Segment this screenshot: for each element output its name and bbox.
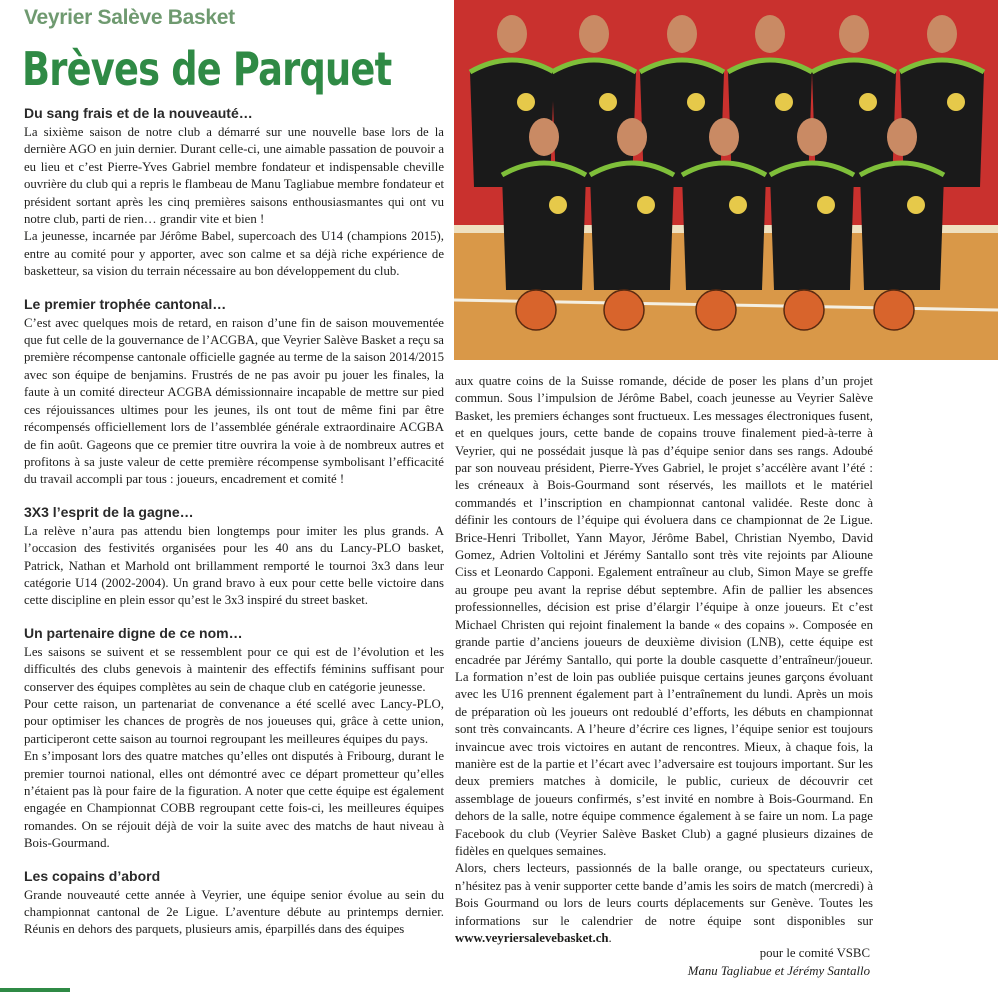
- signoff-authors: Manu Tagliabue et Jérémy Santallo: [687, 964, 870, 978]
- punctuation: .: [608, 931, 612, 945]
- section-3x3: [24, 503, 444, 610]
- bottom-accent-rule: [0, 988, 70, 992]
- team-photo-illustration: [454, 0, 998, 360]
- paragraph: C’est avec quelques mois de retard, en raison d’une fin de saison mouvementée que fut celle de la gouvernance de l’ACGBA, que Veyrier Salève Basket a reçu sa première récompense cantonale officielle gagnée au terme de la saison 2014/2015 avec son équipe de benjamins. Frustrés de ne pas avoir pu jouer les finales, la faute à un comité directeur ACGBA démissionnaire incapable de mettre sur pied ces réjouissances ultimes pour les jeunes, ils ont tout de même fini par être récompensés officiellement lors de l’assemblée générale extraordinaire ACGBA de fin août. Gageons que ce premier titre ouvrira la voie à de nombreux autres et profitons à sa juste valeur de cette première récompense symbolisant l’efficacité du travail accompli par tous : joueurs, encadrement et comité !: [24, 315, 444, 487]
- paragraph: En s’imposant lors des quatre matches qu’elles ont disputés à Fribourg, durant le premier tournoi national, elles ont démontré avec ce départ prometteur qu’elles n’étaient pas là pour faire de la figuration. A noter que cette équipe est également engagée en Championnat COBB regroupant cette fois-ci, les meilleures équipes romandes. On se réjouit déjà de voir la suite avec des matchs de haut niveau à Bois-Gourmand.: [24, 749, 444, 851]
- paragraph-text: Alors, chers lecteurs, passionnés de la balle orange, ou spectateurs curieux, n’hésitez pas à venir supporter cette bande d’amis les soirs de match (mercredi) à Bois Gourmand ou lors de leurs courts déplacements sur Genève. Toutes les informations sur le calendrier de notre équipe sont disponibles sur: [455, 861, 873, 928]
- section-partenaire: [24, 624, 444, 853]
- article-headline: Brèves de Parquet: [22, 42, 392, 96]
- paragraph: Les saisons se suivent et se ressemblent pour ce qui est de l’évolution et les difficultés des clubs genevois à maintenir des effectifs féminins suffisant pour conserver des équipes complètes au sein de chaque club en catégorie jeunesse.: [24, 644, 444, 694]
- signoff-committee: pour le comité VSBC: [759, 946, 870, 960]
- section-title: Les copains d’abord: [24, 867, 161, 884]
- right-column: [455, 373, 873, 947]
- paragraph: La relève n’aura pas attendu bien longtemps pour imiter les plus grands. A l’occasion des festivités organisées pour les 40 ans du Lancy-PLO basket, Patrick, Nathan et Marhold ont brillamment remporté le tournoi 3x3 dans leur catégorie U14 (2002-2004). Un grand bravo à eux pour cette belle victoire dans cette discipline en plein essor qu’est le 3x3 inspiré du street basket.: [24, 523, 444, 608]
- paragraph: [455, 860, 873, 947]
- section-title: Du sang frais et de la nouveauté…: [24, 105, 253, 121]
- left-column: [24, 104, 444, 953]
- section-copains: [24, 867, 444, 939]
- signoff: [688, 944, 870, 980]
- team-photo: [454, 0, 998, 364]
- section-title: Le premier trophée cantonal…: [24, 295, 227, 312]
- section-title: Un partenaire digne de ce nom…: [24, 624, 243, 641]
- website-link[interactable]: www.veyriersalevebasket.ch: [455, 931, 609, 945]
- paragraph: Grande nouveauté cette année à Veyrier, une équipe senior évolue au sein du championnat cantonal de 2e Ligue. L’aventure débute au printemps dernier. Réunis en dehors des parquets, plusieurs amis, éparpillés dans des équipes: [24, 887, 444, 937]
- paragraph: Pour cette raison, un partenariat de convenance a été scellé avec Lancy-PLO, pour optimiser les chances de progrès de nos joueuses qui, grâce à cette union, participeront cette saison au tournoi regroupant les meilleures équipes du pays.: [24, 696, 444, 746]
- paragraph: aux quatre coins de la Suisse romande, décide de poser les plans d’un projet commun. Sous l’impulsion de Jérôme Babel, coach jeunesse au Veyrier Salève Basket, les premiers échanges sont fructueux. Les messages électroniques fusent, et en quelques jours, cette bande de copains trouve finalement pied-à-terre à Veyrier, qui ne possédait jusque là pas d’équipe senior dans ses rangs. Adoubé par son nouveau président, Pierre-Yves Gabriel, le projet s’accélère avant l’été : les créneaux à Bois-Gourmand sont réservés, les maillots et le matériel commandés et l’inscription en championnat cantonal validée. Reste donc à définir les contours de l’équipe qui évoluera dans ce championnat de 2e Ligue. Brice-Henri Tribollet, Yann Mayor, Jérôme Babel, Christian Nyembo, David Gomez, Adrien Voltolini et Jérémy Santallo sont très vite rejoints par Alioune Ciss et Leonardo Capponi. Egalement entraîneur au club, Simon Maye se greffe au groupe peu avant la reprise début septembre. Afin de pallier les absences professionnelles, décision est prise d’élargir l’équipe à onze joueurs. Et c’est Michael Christen qui rejoint finalement la bande « des copains ». Composée en grande partie d’anciens joueurs de deuxième division (LNB), cette équipe est encadrée par Jérémy Santallo, qui porte la double casquette d’entraîneur/joueur. La formation n’est de loin pas oubliée puisque certains jeunes garçons évoluant avec les U16 prennent également part à l’entraînement du lundi. Après un mois de préparation où les joueurs ont redoublé d’efforts, les débuts en championnat sont très convaincants. A l’heure d’écrire ces lignes, l’équipe senior est toujours invaincue avec trois victoires en autant de rencontres. Mieux, à chaque fois, la manière est de la partie et l’écart avec l’adversaire est toujours important. Sur les deux premiers matches à domicile, le public, curieux de découvrir cet assemblage de joueurs confirmés, s’est invité en nombre à Bois-Gourmand. En dehors de la salle, notre équipe commence également à se faire un nom. La page Facebook du club (Veyrier Salève Basket Club) a gagné plusieurs dizaines de fidèles en quelques semaines.: [455, 374, 873, 858]
- paragraph: La sixième saison de notre club a démarré sur une nouvelle base lors de la dernière AGO en juin dernier. Durant celle-ci, une aimable passation de pouvoir a eu lieu et c’est Pierre-Yves Gabriel membre fondateur et indispensable cheville ouvrière du club qui a repris le flambeau de Manu Tagliabue membre fondateur et président sortant après les cinq premières saisons enthousiasmantes qui ont vu notre club, parti de rien… grandir vite et bien !: [24, 125, 444, 227]
- section-sang-frais: [24, 104, 444, 281]
- paragraph: La jeunesse, incarnée par Jérôme Babel, supercoach des U14 (champions 2015), entre au comité pour y apporter, avec son calme et sa déjà riche expérience de basketteur, sa vision du terrain nécessaire au bon développement du club.: [24, 229, 444, 279]
- magazine-kicker: Veyrier Salève Basket: [24, 6, 235, 29]
- section-trophee: [24, 295, 444, 489]
- section-title: 3X3 l’esprit de la gagne…: [24, 503, 194, 520]
